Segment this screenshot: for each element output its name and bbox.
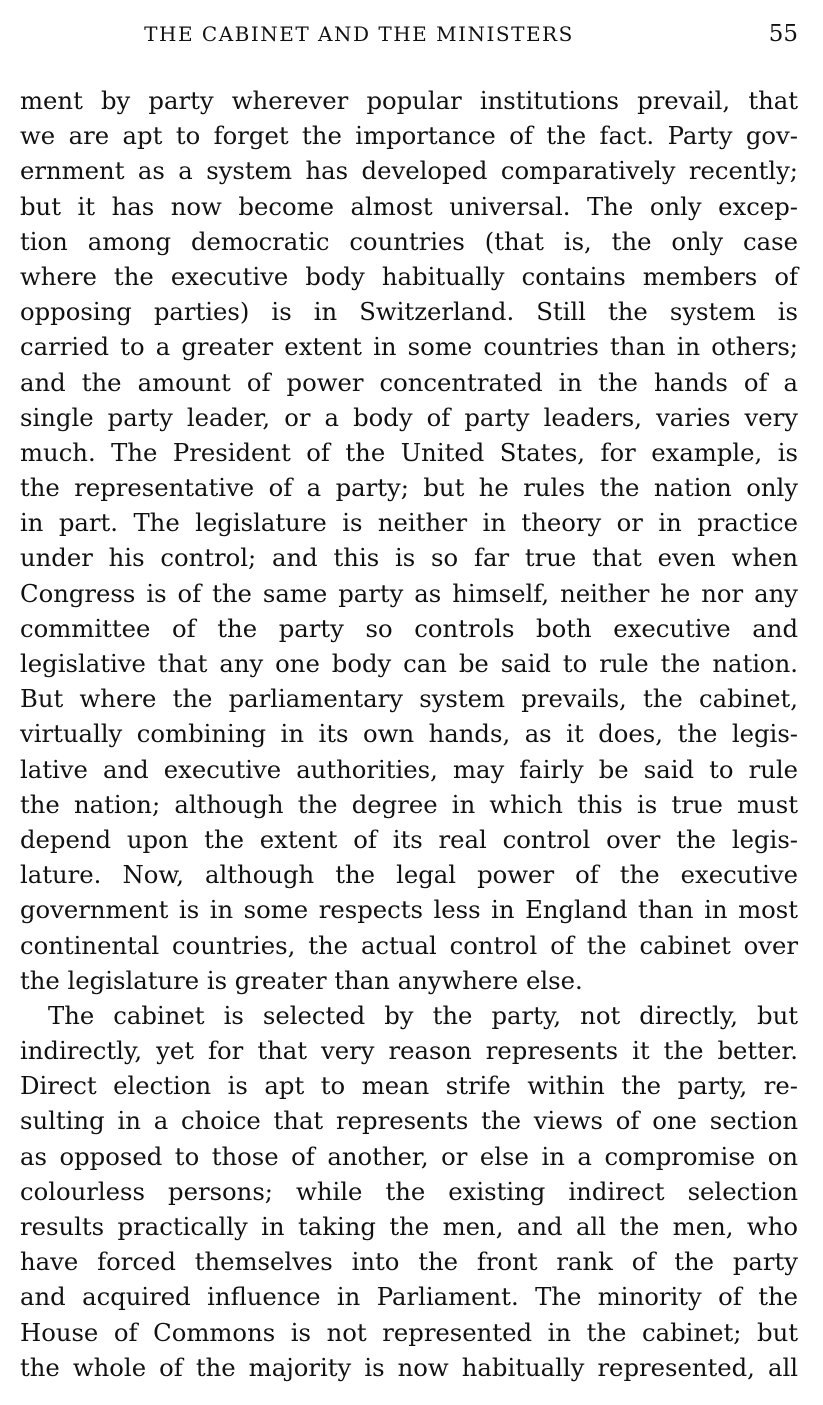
running-title: THE CABINET AND THE MINISTERS — [144, 22, 574, 46]
text-line: government is in some respects less in England than in most — [20, 895, 798, 925]
text-line: the nation; although the degree in which this is true must — [20, 789, 798, 819]
text-line: sulting in a choice that represents the views of one section — [20, 1106, 798, 1136]
text-line: continental countries, the actual control of the cabinet over — [20, 930, 798, 960]
text-line: legislative that any one body can be said to rule the nation. — [20, 649, 798, 678]
text-line: as opposed to those of another, or else in a compromise on — [20, 1141, 798, 1171]
running-header — [20, 20, 798, 48]
text-line: single party leader, or a body of party leaders, varies very — [20, 402, 798, 432]
text-line: virtually combining in its own hands, as it does, the legis- — [20, 719, 798, 749]
text-line: in part. The legislature is neither in theory or in practice — [20, 508, 798, 538]
text-line: where the executive body habitually contains members of — [20, 261, 798, 291]
text-line: depend upon the extent of its real control over the legis- — [20, 824, 798, 854]
page-number: 55 — [768, 21, 798, 47]
text-line: results practically in taking the men, and all the men, who — [20, 1212, 798, 1241]
text-line: lative and executive authorities, may fairly be said to rule — [20, 754, 798, 784]
text-line: opposing parties) is in Switzerland. Still the system is — [20, 297, 798, 327]
text-line: committee of the party so controls both executive and — [20, 613, 798, 643]
text-line: Congress is of the same party as himself, neither he nor any — [20, 578, 798, 608]
text-line: we are apt to forget the importance of the fact. Party gov- — [20, 121, 798, 151]
text-line: the representative of a party; but he rules the nation only — [20, 473, 798, 503]
text-line: indirectly, yet for that very reason represents it the better. — [20, 1036, 798, 1066]
text-line: lature. Now, although the legal power of the executive — [20, 860, 798, 890]
text-line: colourless persons; while the existing indirect selection — [20, 1176, 798, 1206]
text-line: the whole of the majority is now habitually represented, all — [20, 1352, 798, 1382]
body-text — [20, 83, 798, 1385]
text-line: have forced themselves into the front rank of the party — [20, 1247, 798, 1277]
text-line: But where the parliamentary system prevails, the cabinet, — [20, 684, 798, 714]
text-line: The cabinet is selected by the party, not directly, but — [48, 1000, 798, 1030]
text-line: Direct election is apt to mean strife within the party, re- — [20, 1071, 798, 1101]
text-line: but it has now become almost universal. The only excep- — [20, 191, 798, 221]
text-line: ment by party wherever popular institutions prevail, that — [20, 86, 798, 115]
text-line: tion among democratic countries (that is, the only case — [20, 226, 798, 256]
text-line: and the amount of power concentrated in the hands of a — [20, 367, 798, 397]
text-line: and acquired influence in Parliament. The minority of the — [20, 1282, 798, 1312]
text-line: much. The President of the United States, for example, is — [20, 437, 798, 467]
text-line: under his control; and this is so far true that even when — [20, 543, 798, 573]
text-line: ernment as a system has developed comparatively recently; — [20, 156, 798, 186]
text-line: carried to a greater extent in some countries than in others; — [20, 332, 798, 362]
text-line: the legislature is greater than anywhere else. — [20, 965, 583, 995]
text-line: House of Commons is not represented in the cabinet; but — [20, 1317, 798, 1347]
